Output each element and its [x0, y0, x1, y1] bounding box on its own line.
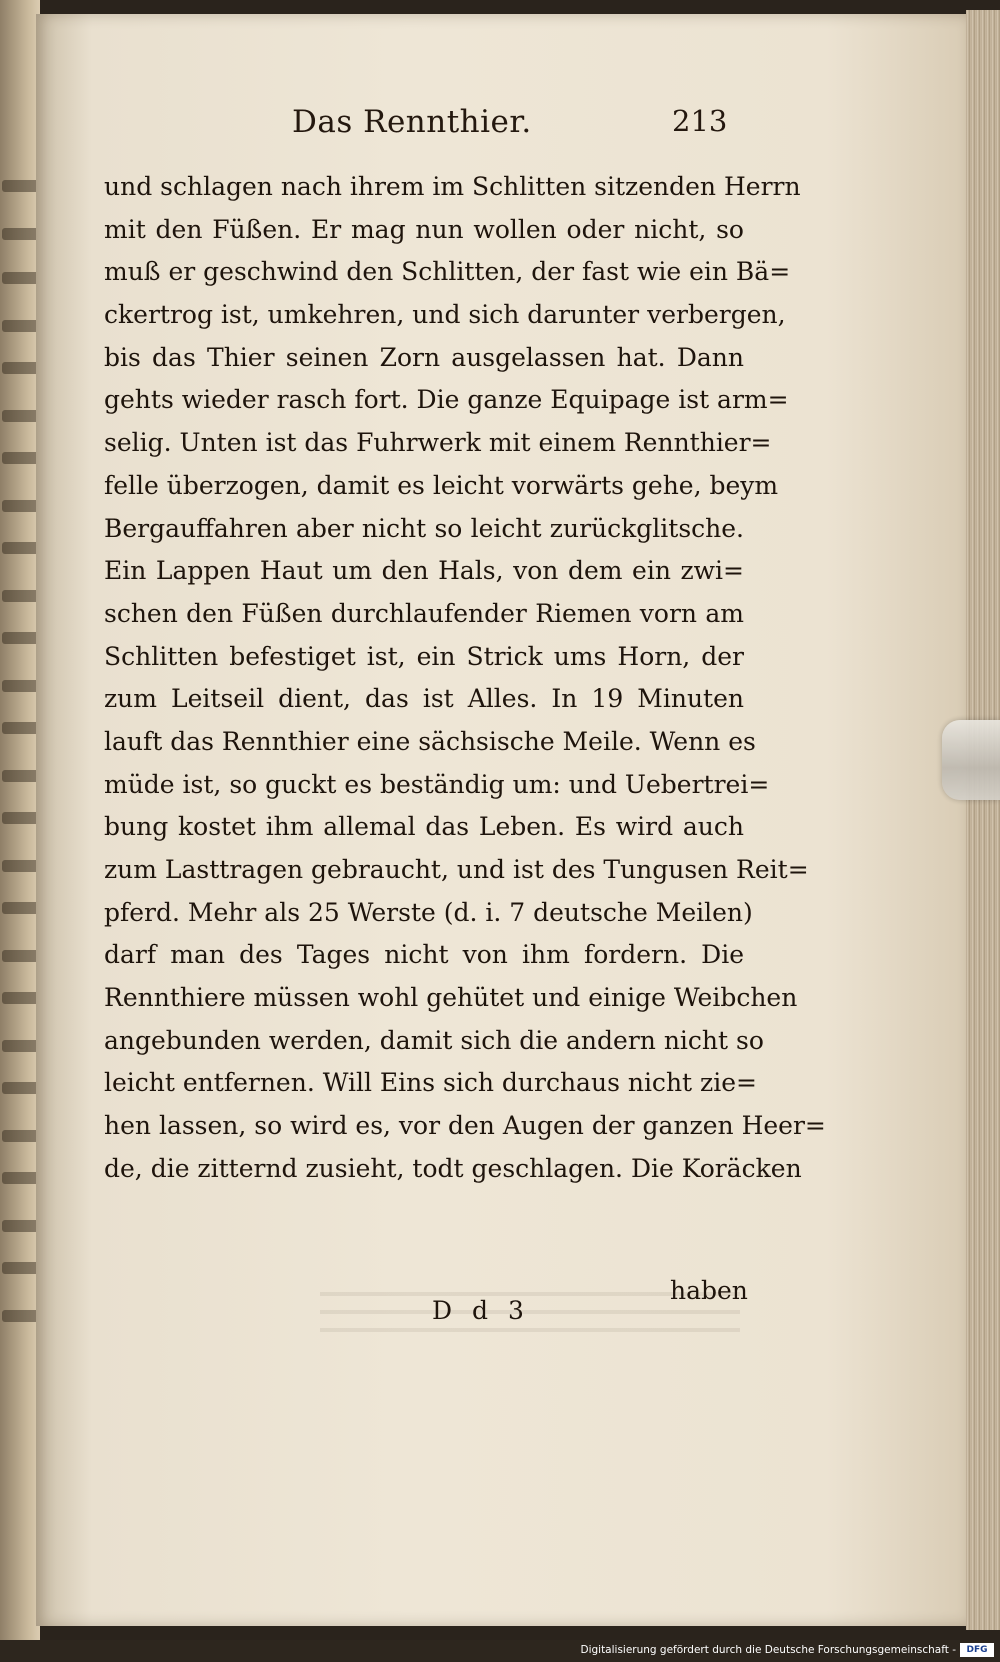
running-head: Das Rennthier. [292, 104, 532, 140]
previous-page-edge [0, 0, 40, 1662]
catchword: haben [670, 1276, 748, 1305]
body-text [104, 166, 826, 1191]
page-fore-edge [966, 10, 1000, 1630]
text-line: Rennthiere müssen wohl gehütet und einige Weibchen [104, 983, 798, 1013]
text-line: lauft das Rennthier eine sächsische Meile. Wenn es [104, 726, 756, 756]
page-number: 213 [672, 104, 728, 138]
text-line: felle überzogen, damit es leicht vorwärts gehe, beym [104, 470, 779, 500]
text-line: muß er geschwind den Schlitten, der fast wie ein Bä= [104, 257, 791, 287]
text-line: müde ist, so guckt es beständig um: und Uebertrei= [104, 769, 770, 799]
text-line: leicht entfernen. Will Eins sich durchaus nicht zie= [104, 1068, 757, 1098]
funding-credit: Digitalisierung gefördert durch die Deutsche Forschungsgemeinschaft - [580, 1644, 956, 1656]
text-line: gehts wieder rasch fort. Die ganze Equipage ist arm= [104, 385, 789, 415]
text-line: darf man des Tages nicht von ihm fordern. Die [104, 940, 744, 970]
text-line: mit den Füßen. Er mag nun wollen oder nicht, so [104, 214, 744, 244]
text-line: selig. Unten ist das Fuhrwerk mit einem Rennthier= [104, 428, 772, 458]
text-line: schen den Füßen durchlaufender Riemen vorn am [104, 598, 744, 628]
text-line: bis das Thier seinen Zorn ausgelassen hat. Dann [104, 342, 744, 372]
text-line: zum Leitseil dient, das ist Alles. In 19 Minuten [104, 684, 744, 714]
text-line: und schlagen nach ihrem im Schlitten sitzenden Herrn [104, 172, 801, 201]
signature-mark: D d 3 [432, 1296, 530, 1325]
page-clip [942, 720, 1000, 800]
text-line: angebunden werden, damit sich die andern nicht so [104, 1025, 764, 1055]
dfg-logo: DFG [960, 1643, 994, 1657]
text-line: de, die zitternd zusieht, todt geschlagen. Die Koräcken [104, 1153, 802, 1183]
text-line: hen lassen, so wird es, vor den Augen der ganzen Heer= [104, 1111, 826, 1141]
text-line: bung kostet ihm allemal das Leben. Es wird auch [104, 812, 744, 842]
text-line: Bergauffahren aber nicht so leicht zurückglitsche. [104, 513, 744, 543]
text-line: pferd. Mehr als 25 Werste (d. i. 7 deutsche Meilen) [104, 897, 753, 927]
text-line: zum Lasttragen gebraucht, und ist des Tungusen Reit= [104, 855, 809, 884]
text-line: ckertrog ist, umkehren, und sich darunter verbergen, [104, 300, 786, 330]
text-line: Schlitten befestiget ist, ein Strick ums Horn, der [104, 641, 744, 671]
text-line: Ein Lappen Haut um den Hals, von dem ein zwi= [104, 556, 744, 586]
